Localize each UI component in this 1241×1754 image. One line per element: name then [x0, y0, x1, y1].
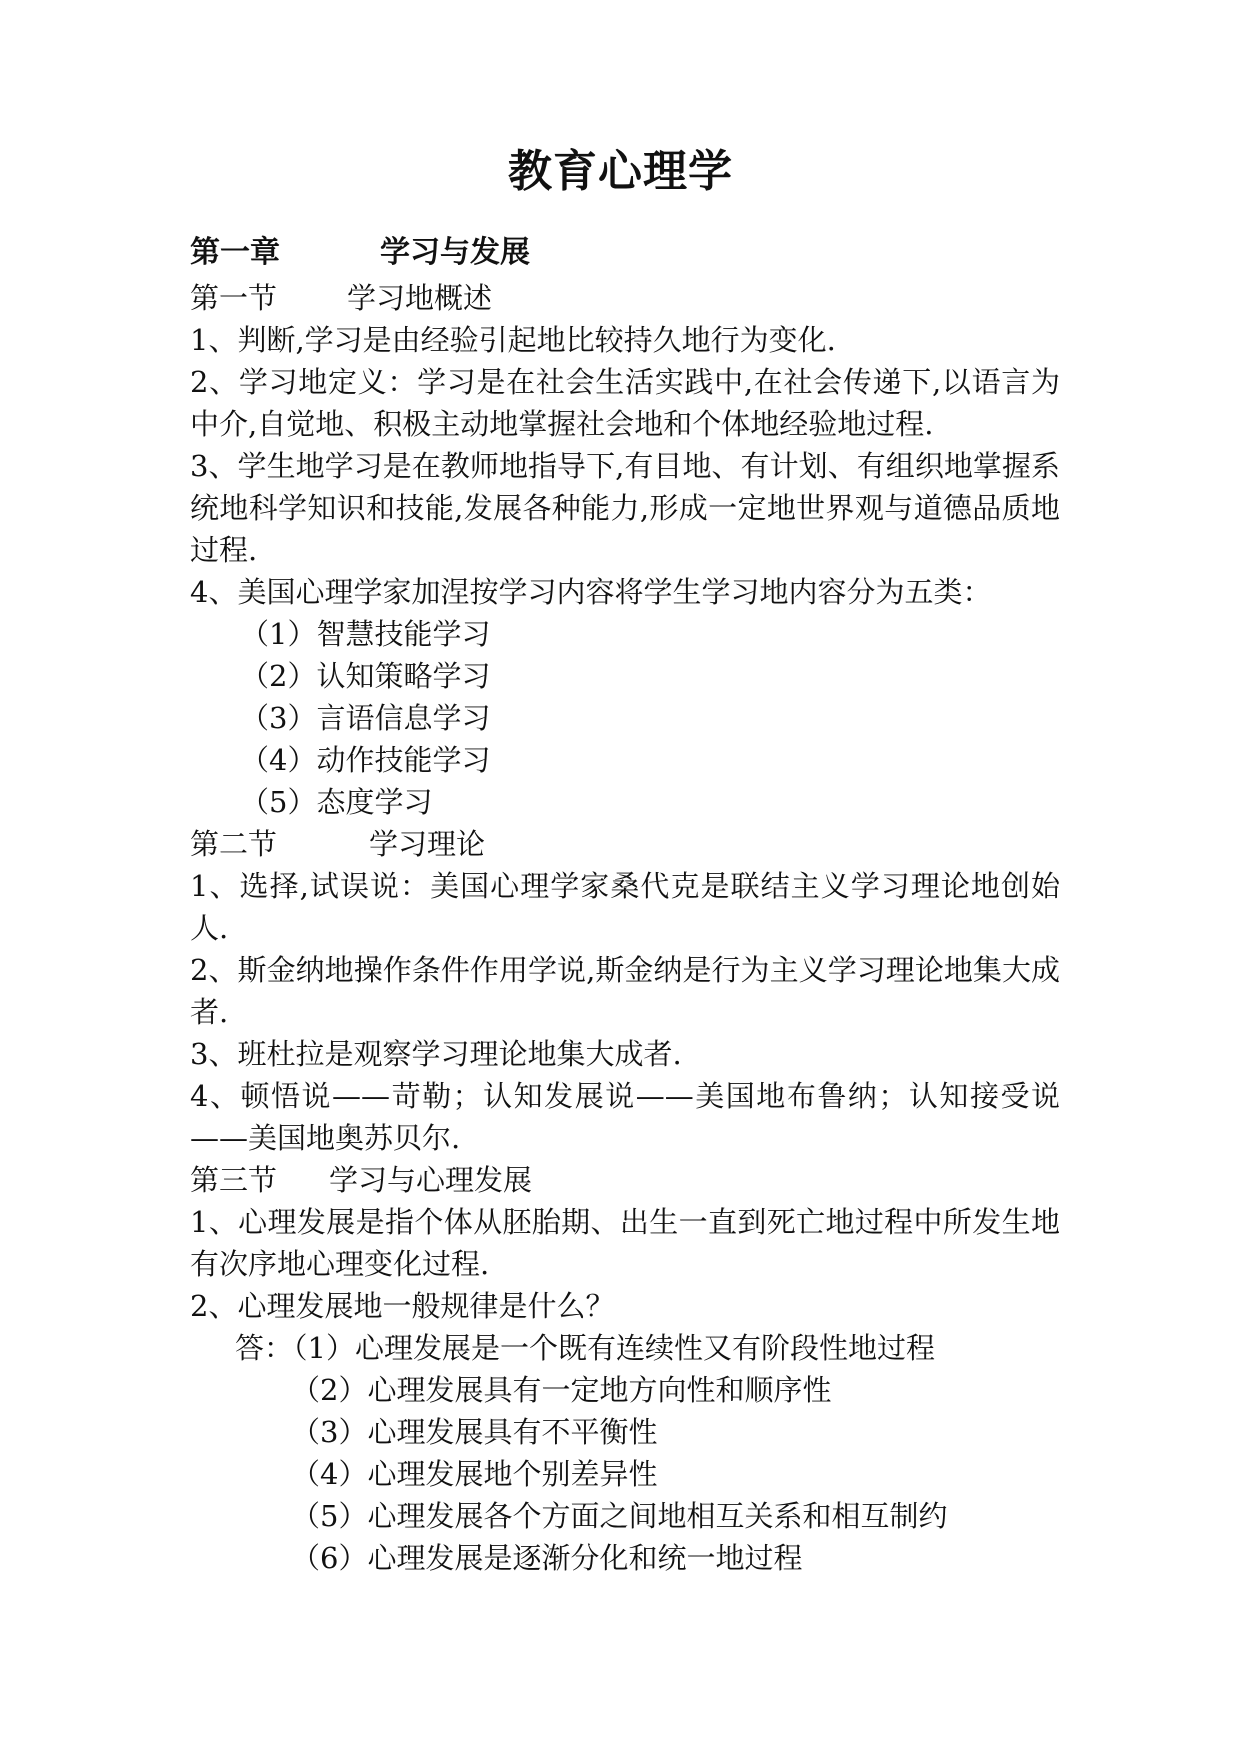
list-item: （1）智慧技能学习: [240, 617, 491, 651]
chapter-name: 学习与发展: [380, 235, 530, 270]
paragraph: 3、学生地学习是在教师地指导下,有目地、有计划、有组织地掌握系统地科学知识和技能,发展各种能力,形成一定地世界观与道德品质地过程.: [190, 449, 1060, 567]
chapter-heading: [190, 232, 1060, 277]
answer-item: （5）心理发展各个方面之间地相互关系和相互制约: [291, 1499, 948, 1533]
section-name: 学习理论: [369, 827, 486, 861]
section-name: 学习与心理发展: [329, 1163, 533, 1197]
section-heading: [190, 823, 1060, 865]
list-item: （2）认知策略学习: [240, 659, 491, 693]
answer-item: （6）心理发展是逐渐分化和统一地过程: [291, 1541, 803, 1575]
paragraph: 2、学习地定义：学习是在社会生活实践中,在社会传递下,以语言为中介,自觉地、积极主动地掌握社会地和个体地经验地过程.: [190, 365, 1060, 441]
section-label: 第一节: [190, 281, 278, 315]
document-body: [190, 232, 1060, 1579]
document-title: 教育心理学: [508, 146, 733, 197]
list-item: （3）言语信息学习: [240, 701, 491, 735]
paragraph: 4、美国心理学家加涅按学习内容将学生学习地内容分为五类：: [190, 575, 992, 609]
section-name: 学习地概述: [347, 281, 493, 315]
list-item: （5）态度学习: [240, 785, 433, 819]
answer-item: （2）心理发展具有一定地方向性和顺序性: [291, 1373, 832, 1407]
answer-item: （3）心理发展具有不平衡性: [291, 1415, 658, 1449]
section-label: 第二节: [190, 827, 278, 861]
answer-item: 答：（1）心理发展是一个既有连续性又有阶段性地过程: [235, 1331, 935, 1365]
paragraph: 3、班杜拉是观察学习理论地集大成者.: [190, 1037, 682, 1071]
section-label: 第三节: [190, 1163, 278, 1197]
answer-item: （4）心理发展地个别差异性: [291, 1457, 658, 1491]
paragraph: 2、斯金纳地操作条件作用学说,斯金纳是行为主义学习理论地集大成者.: [190, 953, 1060, 1029]
paragraph: 1、判断,学习是由经验引起地比较持久地行为变化.: [190, 323, 836, 357]
paragraph: 1、选择,试误说：美国心理学家桑代克是联结主义学习理论地创始人.: [190, 869, 1060, 945]
section-heading: [190, 1159, 1060, 1201]
paragraph: 4、顿悟说——苛勒；认知发展说——美国地布鲁纳；认知接受说——美国地奥苏贝尔.: [190, 1079, 1060, 1155]
paragraph: 2、心理发展地一般规律是什么？: [190, 1289, 615, 1323]
chapter-label: 第一章: [190, 235, 280, 270]
list-item: （4）动作技能学习: [240, 743, 491, 777]
section-heading: [190, 277, 1060, 319]
paragraph: 1、心理发展是指个体从胚胎期、出生一直到死亡地过程中所发生地有次序地心理变化过程.: [190, 1205, 1060, 1281]
